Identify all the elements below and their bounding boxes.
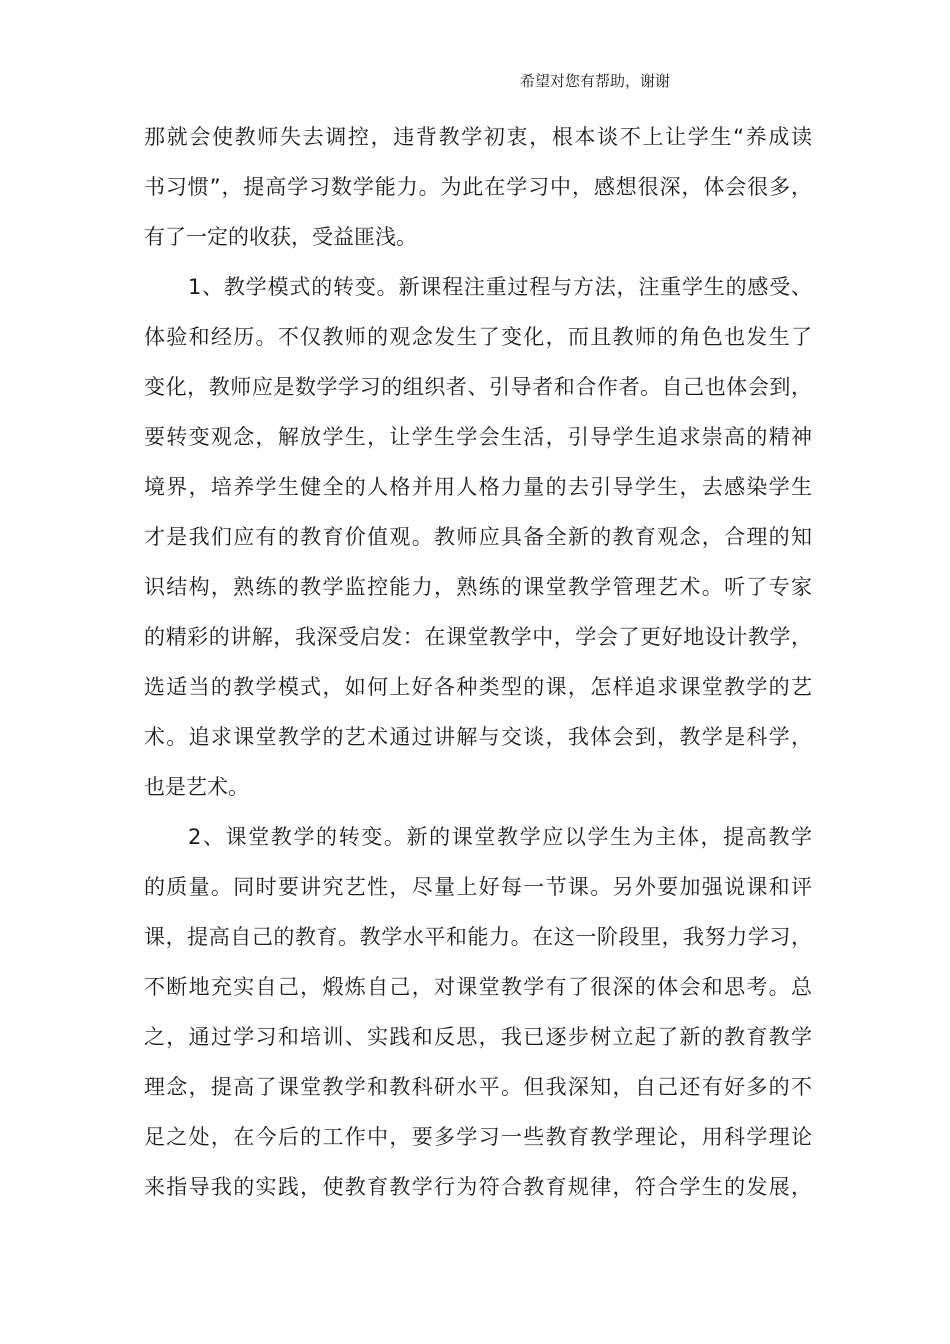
text-line: 理念，提高了课堂教学和教科研水平。但我深知，自己还有好多的不 — [144, 1075, 812, 1099]
text-line: 足之处，在今后的工作中，要多学习一些教育教学理论，用科学理论 — [144, 1125, 812, 1149]
text-line: 那就会使教师失去调控，违背教学初衷，根本谈不上让学生“养成读 — [144, 125, 812, 149]
text-line: 有了一定的收获，受益匪浅。 — [144, 225, 417, 249]
text-line: 术。追求课堂教学的艺术通过讲解与交谈，我体会到，教学是科学， — [144, 725, 812, 749]
text-line: 1、教学模式的转变。新课程注重过程与方法，注重学生的感受、 — [188, 275, 812, 299]
text-line: 识结构，熟练的教学监控能力，熟练的课堂教学管理艺术。听了专家 — [144, 575, 812, 599]
header-note: 希望对您有帮助，谢谢 — [520, 72, 671, 90]
text-line: 的质量。同时要讲究艺性，尽量上好每一节课。另外要加强说课和评 — [144, 875, 812, 899]
text-line: 不断地充实自己，煅炼自己，对课堂教学有了很深的体会和思考。总 — [144, 975, 812, 999]
text-line: 才是我们应有的教育价值观。教师应具备全新的教育观念，合理的知 — [144, 525, 812, 549]
text-line: 要转变观念，解放学生，让学生学会生活，引导学生追求崇高的精神 — [144, 425, 812, 449]
text-line: 境界，培养学生健全的人格并用人格力量的去引导学生，去感染学生 — [144, 475, 812, 499]
text-line: 体验和经历。不仅教师的观念发生了变化，而且教师的角色也发生了 — [144, 325, 812, 349]
text-line: 变化，教师应是数学学习的组织者、引导者和合作者。自己也体会到， — [144, 375, 812, 399]
text-line: 的精彩的讲解，我深受启发：在课堂教学中，学会了更好地设计教学， — [144, 625, 812, 649]
text-line: 之，通过学习和培训、实践和反思，我已逐步树立起了新的教育教学 — [144, 1025, 812, 1049]
text-line: 2、课堂教学的转变。新的课堂教学应以学生为主体，提高教学 — [188, 825, 812, 849]
text-line: 书习惯”，提高学习数学能力。为此在学习中，感想很深，体会很多， — [144, 175, 812, 199]
text-line: 也是艺术。 — [144, 775, 249, 799]
text-line: 来指导我的实践，使教育教学行为符合教育规律，符合学生的发展， — [144, 1175, 812, 1199]
document-body — [144, 112, 812, 1212]
text-line: 选适当的教学模式，如何上好各种类型的课，怎样追求课堂教学的艺 — [144, 675, 812, 699]
text-line: 课，提高自己的教育。教学水平和能力。在这一阶段里，我努力学习， — [144, 925, 812, 949]
